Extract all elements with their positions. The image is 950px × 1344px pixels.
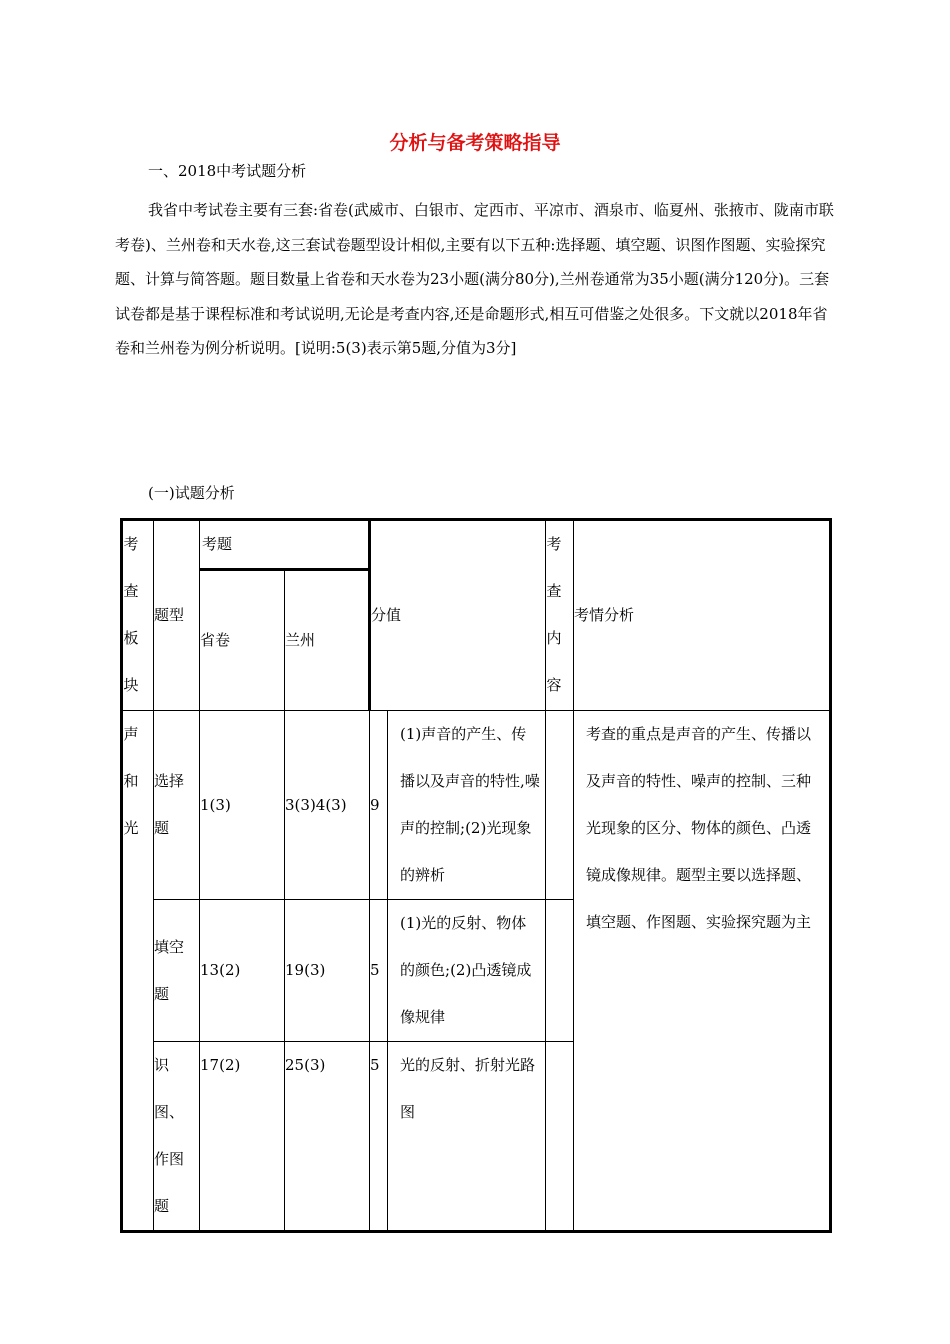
row3-lanzhou-text: 25(3) <box>285 1056 326 1074</box>
row2-content-blank <box>546 900 574 1042</box>
row3-content-text: 光的反射、折射光路图 <box>400 1056 536 1121</box>
row1-score-text: 9 <box>370 795 380 814</box>
row2-score-text: 5 <box>370 961 380 979</box>
row2-lanzhou-text: 19(3) <box>285 961 326 979</box>
header-province <box>200 570 285 711</box>
row3-type-l4: 题 <box>154 1197 170 1215</box>
row3-type-l3: 作图 <box>154 1150 185 1168</box>
header-block <box>122 520 154 711</box>
analysis-cell <box>574 711 831 1232</box>
header-block-c1: 考 <box>123 535 139 553</box>
header-content-c2: 查 <box>546 582 562 600</box>
subsection-heading: (一)试题分析 <box>148 484 235 502</box>
block-name-c2: 和 <box>123 772 139 790</box>
row2-type-l1: 填空 <box>154 937 185 956</box>
row3-lanzhou <box>285 1042 370 1232</box>
row1-type-l2: 题 <box>154 819 170 837</box>
row1-type <box>154 711 200 900</box>
row1-score <box>370 711 388 900</box>
row3-score <box>370 1042 388 1232</box>
header-exam <box>200 520 370 570</box>
row2-type <box>154 900 200 1042</box>
header-analysis-text: 考情分析 <box>574 606 635 624</box>
row1-province <box>200 711 285 900</box>
header-block-c3: 板 <box>123 629 139 647</box>
block-name-c3: 光 <box>123 819 139 837</box>
block-name <box>122 711 154 1232</box>
row1-lanzhou <box>285 711 370 900</box>
header-analysis <box>574 520 831 711</box>
row2-province <box>200 900 285 1042</box>
row3-content-blank <box>546 1042 574 1232</box>
header-lanzhou <box>285 570 370 711</box>
row2-lanzhou <box>285 900 370 1042</box>
row2-content <box>388 900 546 1042</box>
header-content-c4: 容 <box>546 676 562 694</box>
row1-province-text: 1(3) <box>200 795 231 814</box>
row2-type-l2: 题 <box>154 984 170 1003</box>
row3-type-l1: 识 <box>154 1056 170 1074</box>
header-score <box>370 520 546 711</box>
header-province-text: 省卷 <box>200 631 231 649</box>
header-lanzhou-text: 兰州 <box>285 631 316 649</box>
header-type <box>154 520 200 711</box>
page-title: 分析与备考策略指导 <box>389 132 561 154</box>
header-exam-text: 考题 <box>202 535 233 553</box>
intro-text: 我省中考试卷主要有三套:省卷(武威市、白银市、定西市、平凉市、酒泉市、临夏州、张掖市、陇南市联考卷)、兰州卷和天水卷,这三套试卷题型设计相似,主要有以下五种:选择题、填空题、识图作图题、实验探究题、计算与简答题。题目数量上省卷和天水卷为23小题(满分80分),兰州卷通常为35小题(满分120分)。三套试卷都是基于课程标准和考试说明,无论是考查内容,还是命题形式,相互可借鉴之处很多。下文就以2018年省卷和兰州卷为例分析说明。[说明:5(3)表示第5题,分值为3分] <box>115 201 834 357</box>
intro-paragraph <box>115 193 835 366</box>
row3-score-text: 5 <box>370 1056 380 1074</box>
header-score-text: 分值 <box>371 606 402 624</box>
header-content <box>546 520 574 711</box>
row2-province-text: 13(2) <box>200 961 241 979</box>
row1-type-l1: 选择 <box>154 772 185 790</box>
row3-province-text: 17(2) <box>200 1056 241 1074</box>
header-block-c2: 查 <box>123 582 139 600</box>
analysis-table <box>120 518 832 1233</box>
row1-lanzhou-text: 3(3)4(3) <box>285 795 347 814</box>
row3-content <box>388 1042 546 1232</box>
header-block-c4: 块 <box>123 676 139 694</box>
section-heading-analysis: 一、2018中考试题分析 <box>148 162 307 180</box>
row3-province <box>200 1042 285 1232</box>
block-name-c1: 声 <box>123 725 139 743</box>
row1-content <box>388 711 546 900</box>
header-type-text: 题型 <box>154 606 185 624</box>
row3-type <box>154 1042 200 1232</box>
row2-score <box>370 900 388 1042</box>
header-content-c1: 考 <box>546 535 562 553</box>
row2-content-text: (1)光的反射、物体的颜色;(2)凸透镜成像规律 <box>400 914 532 1026</box>
row3-type-l2: 图、 <box>154 1103 185 1121</box>
header-content-c3: 内 <box>546 629 562 647</box>
row1-content-text: (1)声音的产生、传播以及声音的特性,噪声的控制;(2)光现象的辨析 <box>400 725 540 884</box>
row1-content-blank <box>546 711 574 900</box>
analysis-text: 考查的重点是声音的产生、传播以及声音的特性、噪声的控制、三种光现象的区分、物体的颜色、凸透镜成像规律。题型主要以选择题、填空题、作图题、实验探究题为主 <box>586 725 812 931</box>
